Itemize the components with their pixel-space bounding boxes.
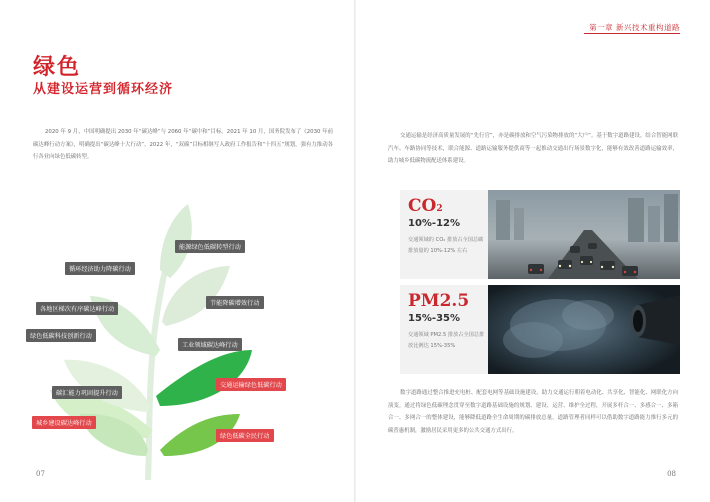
tree-label: 节能降碳增效行动 (206, 296, 264, 309)
page-number-left: 07 (36, 470, 45, 478)
tree-label: 循环经济助力降碳行动 (65, 262, 135, 275)
chapter-header: 第一章 新兴技术重构道路 (589, 23, 680, 32)
right-top-paragraph: 交通运输是经济高质量发展的“先行官”，亦是碳排放和空气污染物排放的“大户”。基于数字道路建设，结合智能网联汽车、车路协同等技术，联合能源、道路运输服务提供商等一起推动交通出行场景数字化，能够有效改善道路运输效率，助力城乡低碳物流配送体系建设。 (388, 133, 678, 164)
left-paragraph: 2020 年 9 月，中国明确提出 2030 年“碳达峰”与 2060 年“碳中和”目标。2021 年 10 月，国务院发布了《2030 年前碳达峰行动方案》，明确提出“碳达峰十大行动”。2022 年，“双碳”目标相继写入政府工作报告和“十四五”规划，强有力推动各行各业向绿色低碳转型。 (33, 129, 333, 160)
page-number-right: 08 (667, 470, 676, 478)
traffic-jam-photo (488, 190, 680, 279)
stat-percentage: 10%-12% (408, 218, 461, 229)
page-subtitle: 从建设运营到循环经济 (33, 82, 174, 97)
tree-label: 交通运输绿色低碳行动 (216, 378, 286, 391)
stat-heading: PM2.5 (408, 291, 470, 311)
tree-label: 绿色低碳科技创新行动 (26, 329, 96, 342)
chapter-rule (584, 33, 680, 34)
stat-heading: CO2 (408, 196, 443, 216)
tree-label: 城乡建设碳达峰行动 (32, 416, 96, 429)
stat-card-text (408, 196, 486, 257)
stat-percentage: 15%-35% (408, 313, 461, 324)
tree-label: 能源绿色低碳转型行动 (175, 240, 245, 253)
tree-label: 绿色低碳全民行动 (216, 429, 274, 442)
stat-card-text (408, 291, 486, 352)
tree-label: 各地区梯次有序碳达峰行动 (36, 302, 118, 315)
tree-label: 工业领域碳达峰行动 (178, 338, 242, 351)
page-gutter (354, 0, 356, 502)
page-title: 绿色 (33, 55, 82, 80)
right-bottom-paragraph: 数字道路通过整合推进充电桩、配套电网等基础设施建设，助力交通运行朝着电动化、共享化、智能化、网联化方向演变。通过将绿色低碳理念贯穿至数字道路基础设施的规划、建设、运营、维护全过程，开展多杆合一、多感合一、多箱合一、多网合一的整体建设，能够降低道路全生命周期的碳排放总量。道路管理者同样可以借助数字道路能力推行多元的碳普惠机制，激励居民采用更多的公共交通方式出行。 (388, 390, 678, 434)
stat-card-co2 (400, 190, 680, 279)
stat-card-pm25 (400, 285, 680, 374)
stat-description: 交通领域的 CO₂ 排放占全国总碳排放量的 10%-12% 左右 (408, 237, 484, 254)
stat-description: 交通领域 PM2.5 排放占全国总排放比例达 15%-35% (408, 332, 485, 349)
tree-label: 碳汇能力巩固提升行动 (52, 386, 122, 399)
exhaust-pipe-photo (488, 285, 680, 374)
leaf-tree-illustration (20, 200, 330, 480)
